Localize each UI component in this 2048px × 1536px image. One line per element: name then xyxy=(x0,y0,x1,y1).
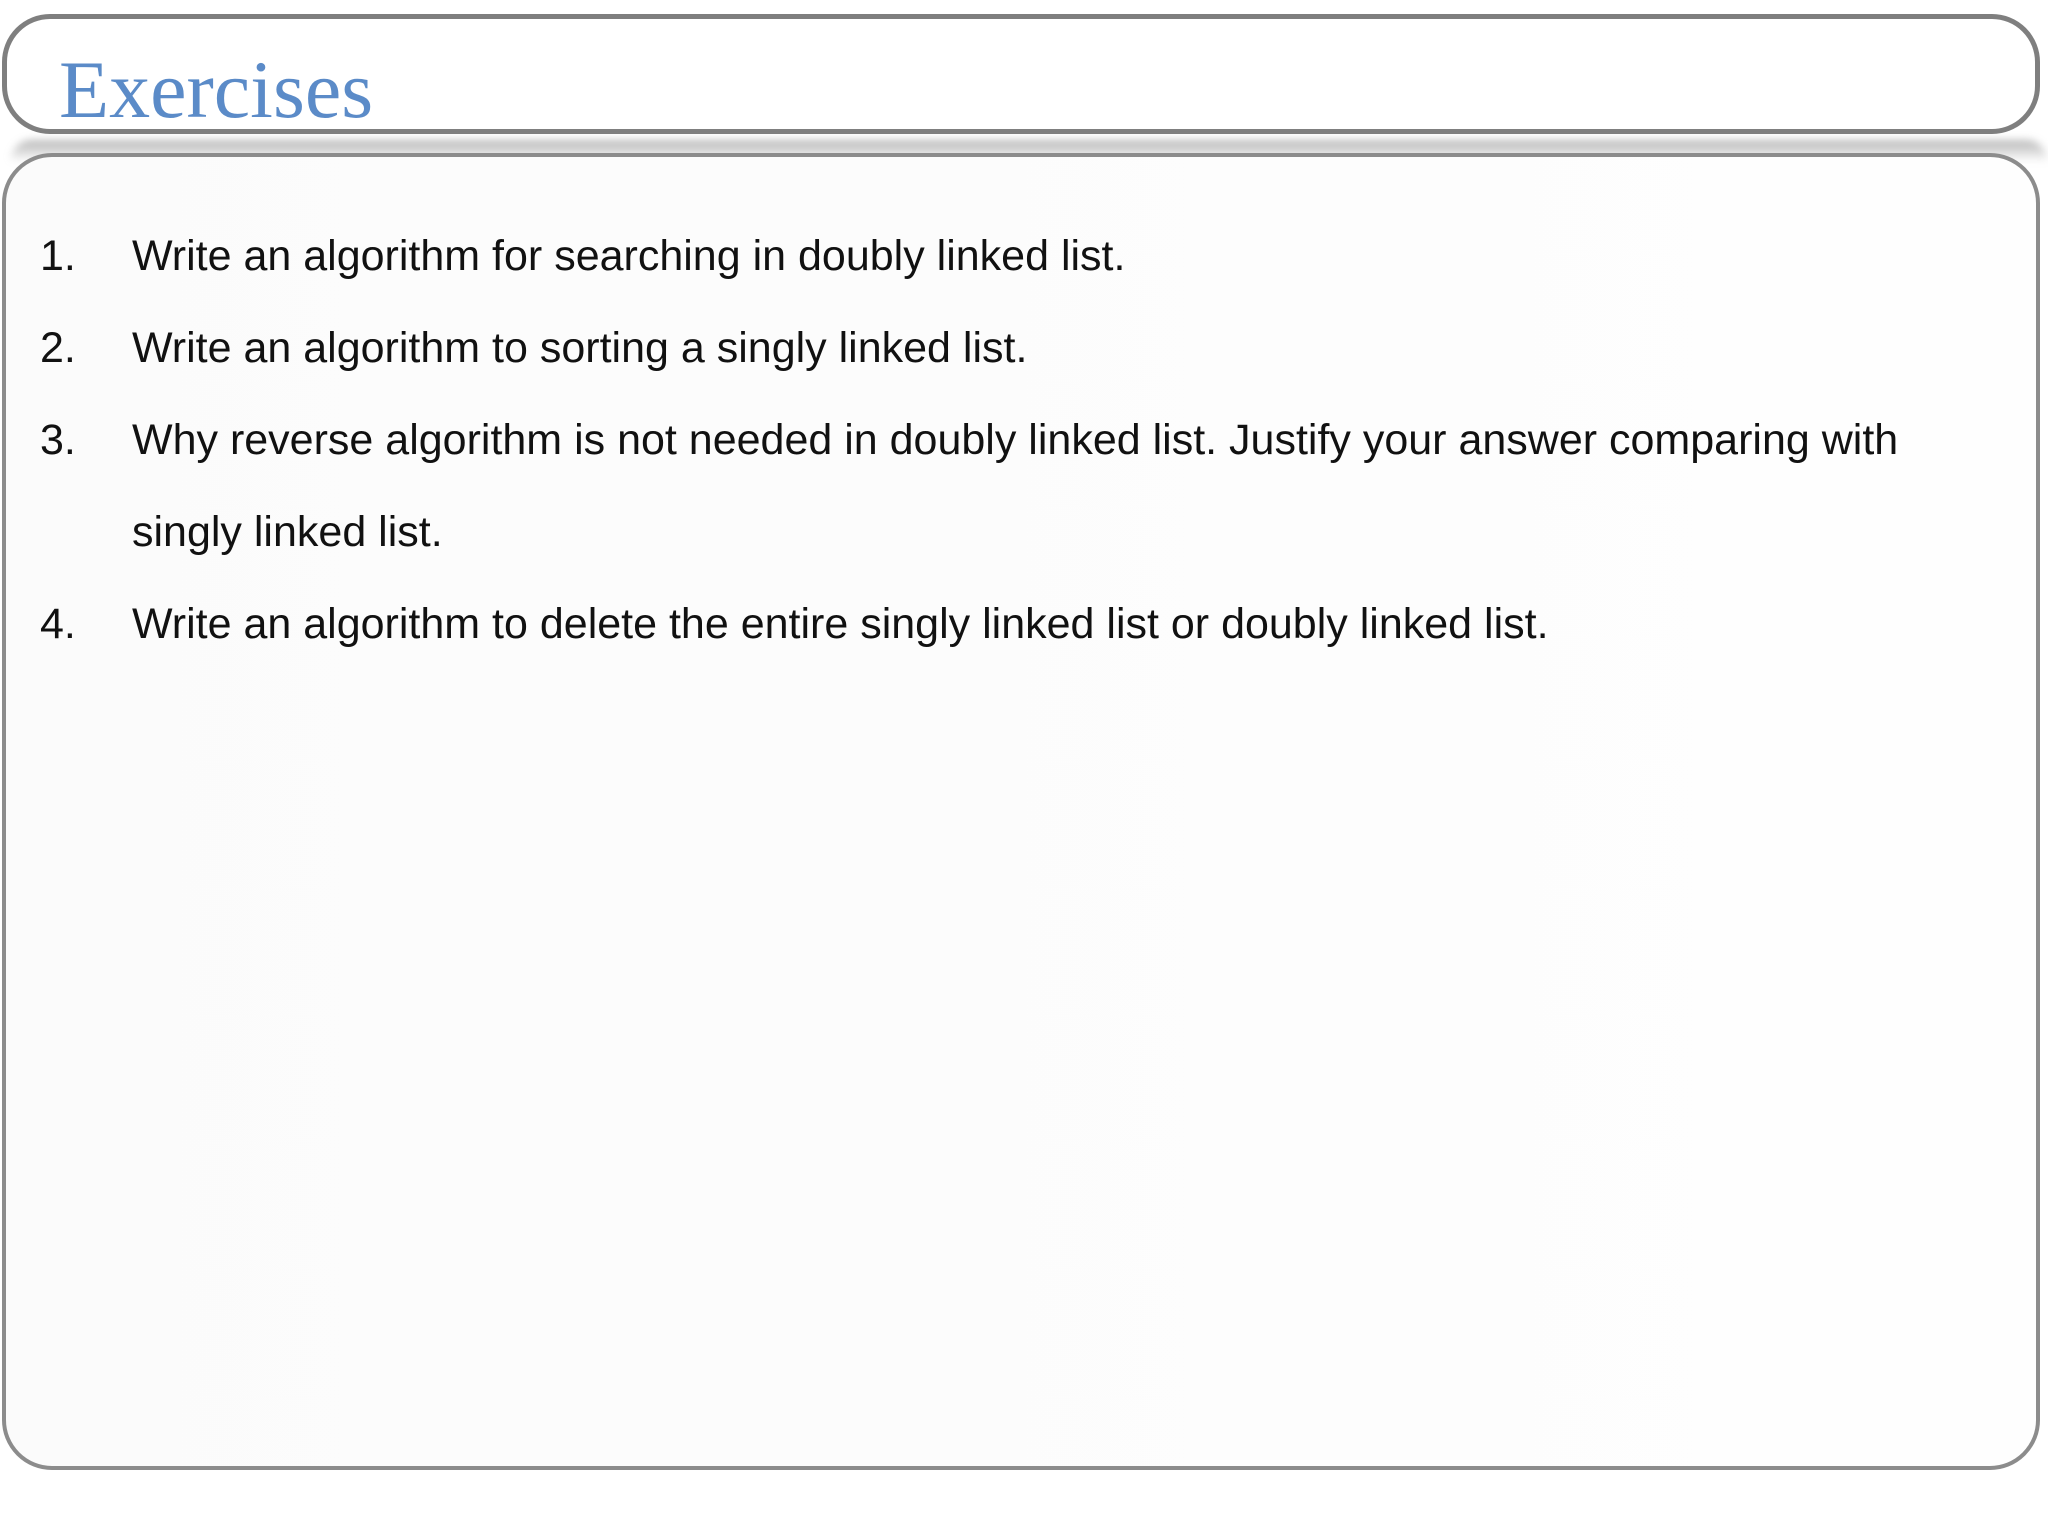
title-box xyxy=(2,14,2040,134)
list-item xyxy=(40,302,2020,394)
list-item xyxy=(40,210,2020,302)
item-number: 2. xyxy=(40,324,76,372)
item-number: 1. xyxy=(40,232,76,280)
item-text: Write an algorithm to delete the entire singly linked list or doubly linked list. xyxy=(132,600,1549,648)
list-item xyxy=(40,394,2020,578)
list-item xyxy=(40,578,2020,670)
item-number: 3. xyxy=(40,416,76,464)
item-text: Why reverse algorithm is not needed in doubly linked list. Justify your answer comparing with singly linked list. xyxy=(132,416,1899,556)
exercise-list xyxy=(40,210,2020,670)
item-text: Write an algorithm to sorting a singly linked list. xyxy=(132,324,1028,372)
item-text: Write an algorithm for searching in doubly linked list. xyxy=(132,232,1126,280)
slide-title: Exercises xyxy=(59,44,374,135)
item-number: 4. xyxy=(40,600,76,648)
